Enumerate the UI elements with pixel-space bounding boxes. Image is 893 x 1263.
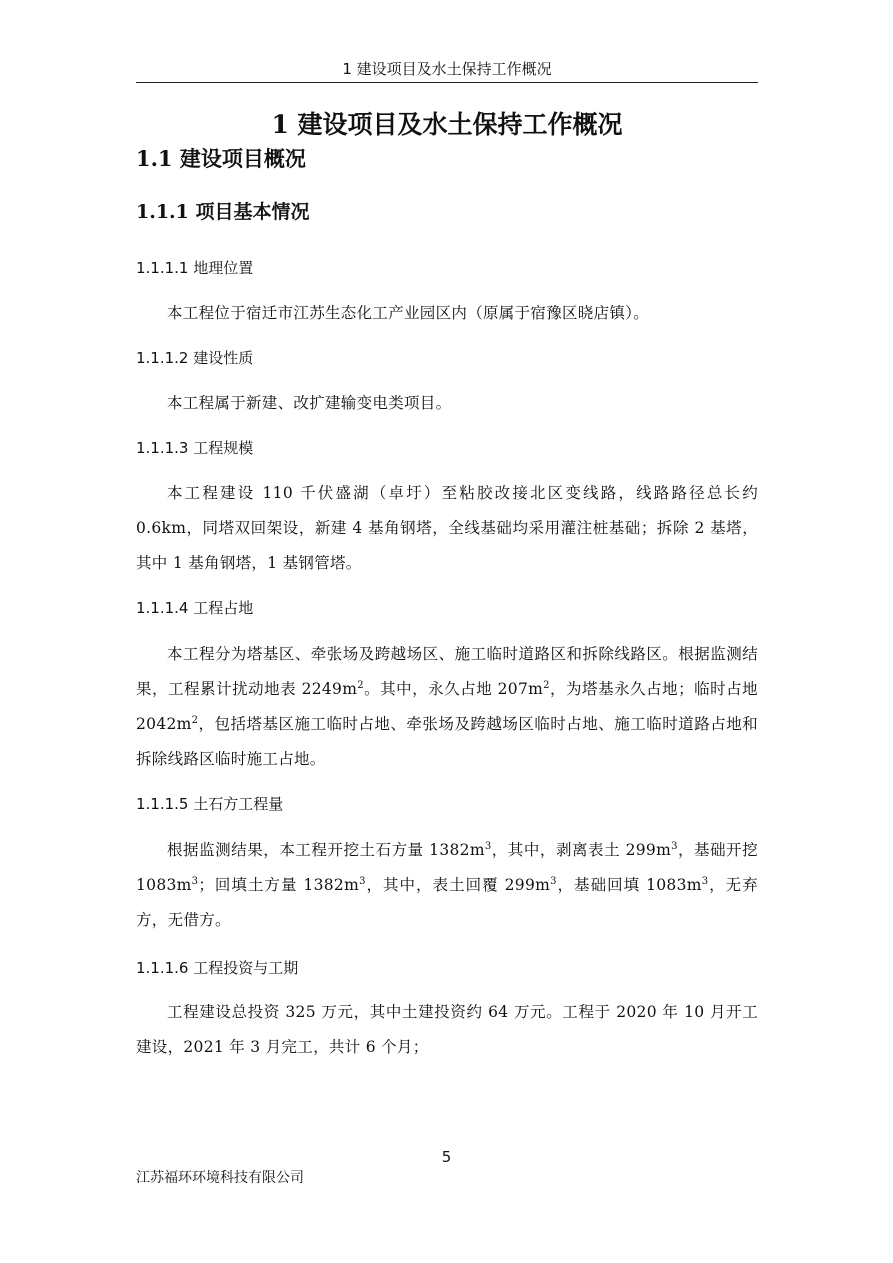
item-body-location: 本工程位于宿迁市江苏生态化工产业园区内（原属于宿豫区晓店镇）。 — [167, 304, 650, 322]
header-divider — [136, 82, 758, 83]
item-body-land-use: 本工程分为塔基区、牵张场及跨越场区、施工临时道路区和拆除线路区。根据监测结果，工程累计扰动地表 $2249m^2$。其中，永久占地 $207m^2$，为塔基永久占地；临时占地 $2042m^2$，包括塔基区施工临时占地、牵张场及跨越场区临时占地、施工临时道路占地和拆除线路区临时施工占地。 — [136, 645, 758, 768]
footer-company-name: 江苏福环环境科技有限公司 — [136, 1170, 304, 1186]
item-heading-location: 1.1.1.1 地理位置 — [136, 259, 254, 277]
page-number: 5 — [441, 1148, 452, 1166]
item-heading-nature: 1.1.1.2 建设性质 — [136, 349, 254, 367]
item-heading-investment: 1.1.1.6 工程投资与工期 — [136, 959, 299, 977]
item-body-earthwork: 根据监测结果，本工程开挖土石方量 $1382m^3$，其中，剥离表土 $299m^3$，基础开挖 $1083m^3$；回填土方量 $1382m^3$，其中，表土回覆 $299m^3$，基础回填 $1083m^3$，无弃方，无借方。 — [136, 840, 758, 929]
subsection-title: 1.1.1 项目基本情况 — [136, 201, 310, 223]
chapter-title: 1 建设项目及水土保持工作概况 — [271, 110, 623, 139]
item-body-nature: 本工程属于新建、改扩建输变电类项目。 — [167, 394, 452, 412]
item-heading-scale: 1.1.1.3 工程规模 — [136, 439, 254, 457]
item-heading-land-use: 1.1.1.4 工程占地 — [136, 599, 254, 617]
item-body-scale: 本工程建设 110 千伏盛湖（卓圩）至粘胶改接北区变线路，线路路径总长约 0.6km，同塔双回架设，新建 4 基角钢塔，全线基础均采用灌注桩基础；拆除 2 基塔，其中 1 基角钢塔，1 基钢管塔。 — [136, 484, 758, 572]
running-header: 1 建设项目及水土保持工作概况 — [342, 60, 552, 78]
item-body-investment: 工程建设总投资 325 万元，其中土建投资约 64 万元。工程于 2020 年 10 月开工建设，2021 年 3 月完工，共计 6 个月； — [136, 1003, 758, 1056]
item-heading-earthwork: 1.1.1.5 土石方工程量 — [136, 795, 284, 813]
section-title: 1.1 建设项目概况 — [136, 146, 306, 171]
